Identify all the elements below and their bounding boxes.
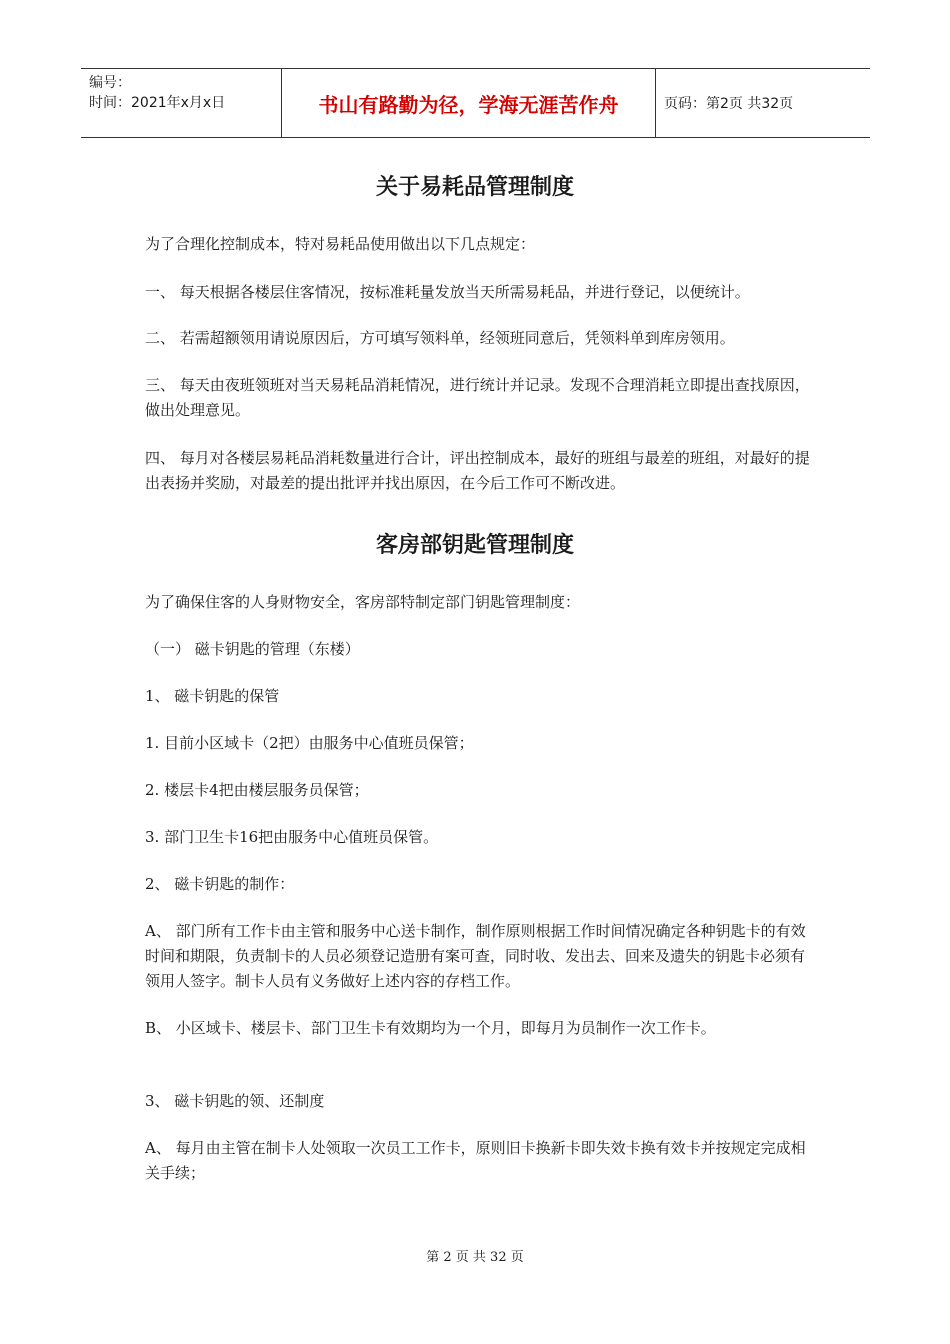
consumables-rule-4: 四、 每月对各楼层易耗品消耗数量进行合计，评出控制成本，最好的班组与最差的班组，对最好的提出表扬并奖励，对最差的提出批评并找出原因，在今后工作可不断改进。 xyxy=(145,449,810,492)
keys-paragraph-a: A、 部门所有工作卡由主管和服务中心送卡制作，制作原则根据工作时间情况确定各种钥匙卡的有效时间和期限，负责制卡的人员必须登记造册有案可查，同时收、发出去、回来及遗失的钥匙卡必须有领用人签字。制卡人员有义务做好上述内容的存档工作。 xyxy=(145,922,806,990)
section-title-consumables: 关于易耗品管理制度 xyxy=(375,175,574,200)
keys-heading-2: 2、 磁卡钥匙的制作： xyxy=(145,875,295,893)
keys-paragraph-c: A、 每月由主管在制卡人处领取一次员工工作卡，原则旧卡换新卡即失效卡换有效卡并按规定完成相关手续； xyxy=(145,1139,806,1182)
section-title-keys: 客房部钥匙管理制度 xyxy=(375,533,574,558)
document-header xyxy=(81,68,870,138)
keys-intro: 为了确保住客的人身财物安全，客房部特制定部门钥匙管理制度： xyxy=(145,593,581,611)
keys-sub-1: （一） 磁卡钥匙的管理（东楼） xyxy=(145,640,360,658)
keys-heading-1: 1、 磁卡钥匙的保管 xyxy=(145,687,280,705)
keys-item-2: 2. 楼层卡4把由楼层服务员保管； xyxy=(145,781,369,799)
header-meta xyxy=(81,69,289,141)
consumables-intro: 为了合理化控制成本，特对易耗品使用做出以下几点规定： xyxy=(145,235,536,253)
keys-item-3: 3. 部门卫生卡16把由服务中心值班员保管。 xyxy=(145,828,439,846)
consumables-rule-3: 三、 每天由夜班领班对当天易耗品消耗情况，进行统计并记录。发现不合理消耗立即提出查找原因，做出处理意见。 xyxy=(145,376,810,419)
page-footer: 第 2 页 共 32 页 xyxy=(426,1250,524,1265)
consumables-rule-2: 二、 若需超额领用请说原因后，方可填写领料单，经领班同意后，凭领料单到库房领用。 xyxy=(145,329,735,347)
number-label: 编号： xyxy=(89,75,131,91)
time-label: 时间：2021年x月x日 xyxy=(89,95,226,111)
header-motto: 书山有路勤为径，学海无涯苦作舟 xyxy=(281,69,656,137)
consumables-rule-1: 一、 每天根据各楼层住客情况，按标准耗量发放当天所需易耗品，并进行登记，以便统计。 xyxy=(145,283,750,301)
keys-heading-3: 3、 磁卡钥匙的领、还制度 xyxy=(145,1092,325,1110)
keys-paragraph-b: B、 小区域卡、楼层卡、部门卫生卡有效期均为一个月，即每月为员制作一次工作卡。 xyxy=(145,1019,716,1037)
keys-item-1: 1. 目前小区域卡（2把）由服务中心值班员保管； xyxy=(145,734,474,752)
header-page-info: 页码：第2页 共32页 xyxy=(664,96,794,112)
